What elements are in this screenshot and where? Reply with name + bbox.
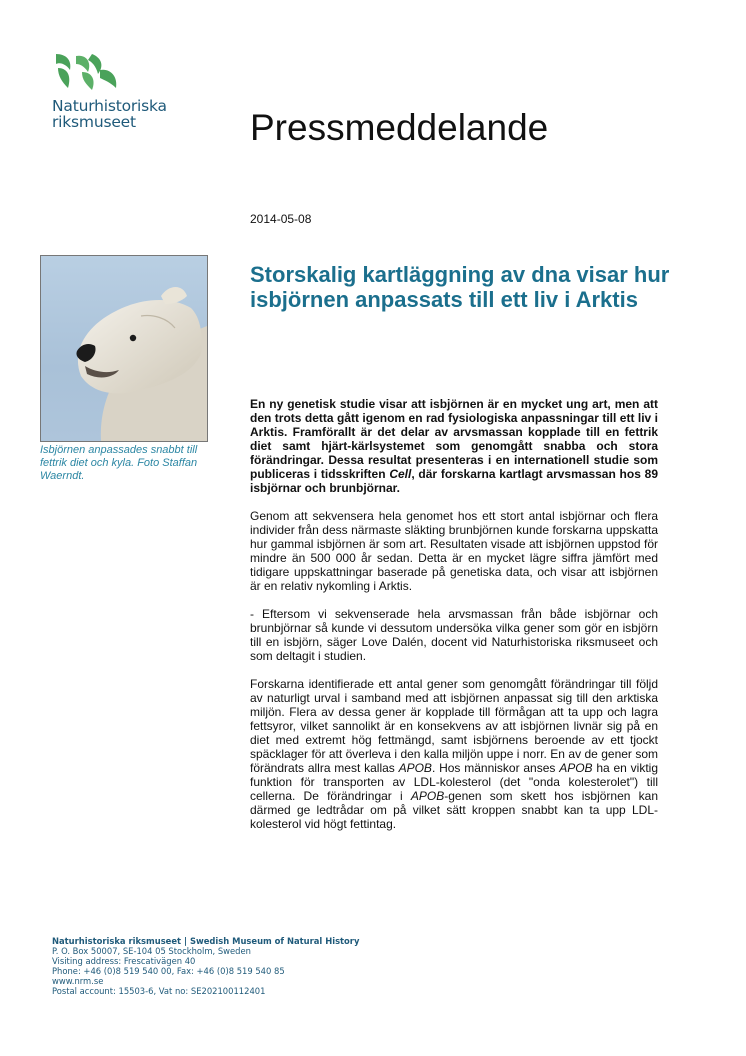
footer-website: www.nrm.se bbox=[52, 976, 104, 986]
article-body bbox=[250, 397, 658, 845]
footer-postal-account: Postal account: 15503-6, Vat no: SE202100112401 bbox=[52, 986, 266, 996]
paragraph-3 bbox=[250, 677, 658, 831]
p3-text-1: Forskarna identifierade ett antal gener som genomgått förändringar till följd av naturligt urval i samband med att isbjörnen anpassat sig till den arktiska miljön. Flera av dessa gener är kopplade till förmågan att ta upp och lagra fettsyror, vilket sannolikt är en konsekvens av att isbjörnen livnär sig på en diet med extremt hög fettmängd, samt isbjörnens beroende av ett tjockt späcklager för att överleva i den kalla miljön uppe i norr. En av de gener som förändrats allra mest kallas bbox=[250, 677, 658, 775]
polar-bear-illustration bbox=[41, 256, 207, 441]
p3-text-2: . Hos människor anses bbox=[431, 761, 560, 775]
press-date: 2014-05-08 bbox=[250, 212, 312, 226]
gene-name: APOB bbox=[398, 761, 432, 775]
polar-bear-photo bbox=[40, 255, 208, 442]
logo-mark-icon bbox=[52, 50, 122, 92]
page-title: Pressmeddelande bbox=[250, 107, 549, 148]
gene-name: APOB bbox=[410, 789, 445, 803]
museum-logo bbox=[52, 50, 182, 130]
lead-paragraph bbox=[250, 397, 658, 495]
logo-org-line2: riksmuseet bbox=[52, 113, 136, 131]
footer-postal-address: P. O. Box 50007, SE-104 05 Stockholm, Sweden bbox=[52, 946, 251, 956]
footer-title: Naturhistoriska riksmuseet | Swedish Museum of Natural History bbox=[52, 936, 360, 946]
lead-text-2: , där forskarna kartlagt arvsmassan hos 89 isbjörnar och brunbjörnar. bbox=[250, 467, 658, 495]
footer-visiting-address: Visiting address: Frescativägen 40 bbox=[52, 956, 196, 966]
gene-name: APOB bbox=[559, 761, 593, 775]
p3-text-4: -genen som skett hos isbjörnen kan därmed ge ledtrådar om på vilket sätt kroppen snabbt kan ta upp LDL-kolesterol vid högt fettintag. bbox=[250, 789, 658, 831]
journal-name: Cell bbox=[389, 467, 412, 481]
article-headline: Storskalig kartläggning av dna visar hur isbjörnen anpassats till ett liv i Arktis bbox=[250, 262, 670, 312]
paragraph-1: Genom att sekvensera hela genomet hos ett stort antal isbjörnar och flera individer från dess närmaste släkting brunbjörnen kunde forskarna uppskatta hur gammal isbjörnen är som art. Resultaten visade att isbjörnen uppstod för mindre än 500 000 år sedan. Detta är en mycket lägre siffra jämfört med tidigare uppskattningar baserade på genetiska data, och visar att isbjörnen är en relativ nykomling i Arktis. bbox=[250, 509, 658, 593]
paragraph-2: - Eftersom vi sekvenserade hela arvsmassan från både isbjörnar och brunbjörnar så kunde vi dessutom undersöka vilka gener som gör en isbjörn till en isbjörn, säger Love Dalén, docent vid Naturhistoriska riksmuseet och som deltagit i studien. bbox=[250, 607, 658, 663]
p3-text-3: ha en viktig funktion för transporten av LDL-kolesterol (det "onda kolesterolet") till cellerna. De förändringar i bbox=[250, 761, 658, 803]
logo-org-line1: Naturhistoriska bbox=[52, 97, 167, 115]
footer-phone: Phone: +46 (0)8 519 540 00, Fax: +46 (0)8 519 540 85 bbox=[52, 966, 285, 976]
lead-text-1: En ny genetisk studie visar att isbjörnen är en mycket ung art, men att den trots detta gått igenom en rad fysiologiska anpassningar till ett liv i Arktis. Framförallt är det delar av arvsmassan kopplade till en fettrik diet samt hjärt-kärlsystemet som genomgått snabba och stora förändringar. Dessa resultat presenteras i en internationell studie som publiceras i tidsskriften bbox=[250, 397, 658, 481]
photo-caption: Isbjörnen anpassades snabbt till fettrik diet och kyla. Foto Staffan Waerndt. bbox=[40, 444, 198, 482]
footer-contact bbox=[52, 936, 472, 996]
